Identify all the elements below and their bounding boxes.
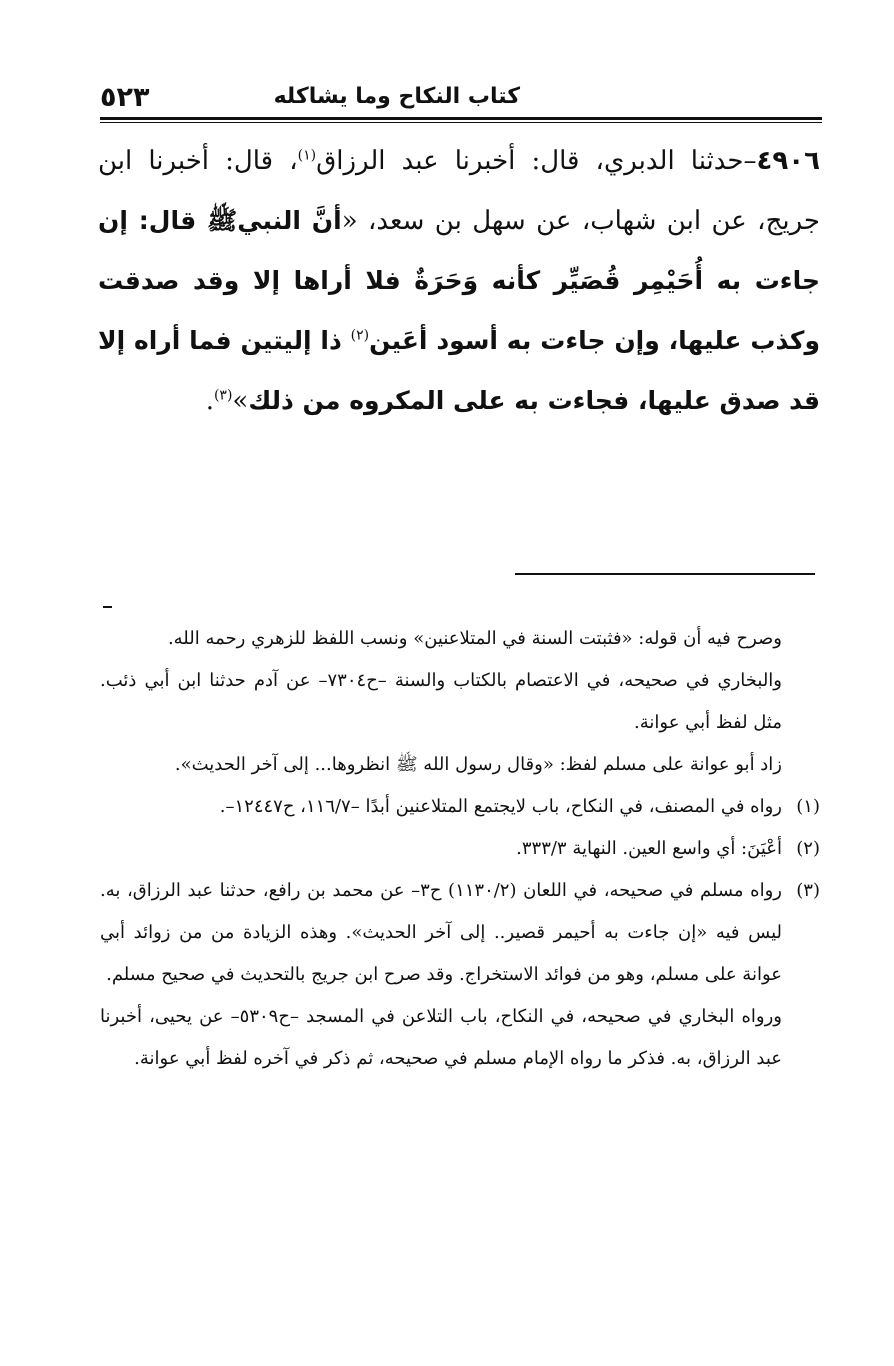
running-title: كتاب النكاح وما يشاكله	[273, 84, 520, 109]
header-rule-thin	[100, 122, 822, 123]
footnote-text: رواه في المصنف، في النكاح، باب لايجتمع المتلاعنين أبدًا –١١٦/٧، ح١٢٤٤٧–.	[219, 796, 782, 817]
isnad-text: –حدثنا الدبري، قال: أخبرنا عبد الرزاق	[316, 146, 757, 176]
header-rule-thick	[100, 117, 822, 120]
footnote-number: (١)	[796, 796, 820, 817]
footnote-number: (٢)	[796, 838, 820, 859]
sentence-end: .	[205, 386, 214, 416]
footnote-continuation-line: زاد أبو عوانة على مسلم لفظ: «وقال رسول الله ﷺ انظروها... إلى آخر الحديث».	[174, 754, 782, 775]
footnote-number: (٣)	[796, 880, 820, 901]
footnote-text: رواه مسلم في صحيحه، في اللعان (١١٣٠/٢) ح٣– عن محمد بن رافع، حدثنا عبد الرزاق، به. ليس فيه «إن جاءت به أحيمر قصير.. إلى آخر الحديث». وهذه الزيادة من من زوائد أبي عوانة على مسلم، وهو من فوائد الاستخراج. وقد صرح ابن جريج بالتحديث في صحيح مسلم.	[100, 880, 782, 985]
hadith-text	[98, 132, 820, 431]
footnote-text: أعْيَنَ: أي واسع العين. النهاية ٣٣٣/٣.	[516, 838, 782, 859]
footnote-continuation-line: وصرح فيه أن قوله: «فثبتت السنة في المتلاعنين» ونسب اللفظ للزهري رحمه الله.	[167, 628, 782, 649]
footnote-2	[100, 828, 820, 870]
footnote-ref-1[interactable]: (١)	[297, 147, 317, 164]
footnote-separator	[515, 573, 815, 575]
footnote-ref-3[interactable]: (٣)	[213, 387, 233, 404]
footnotes	[100, 618, 820, 1080]
matn-text-continued: ذا إليتين فما أراه إلا قد صدق عليها، فجاءت به على المكروه من ذلك	[98, 326, 820, 415]
closing-quote: »	[232, 386, 249, 416]
page-number: ٥٢٣	[100, 82, 150, 113]
footnote-3	[100, 870, 820, 996]
isnad-text-continued: ، قال: أخبرنا ابن جريج، عن ابن شهاب، عن سهل بن سعد، «	[98, 146, 821, 236]
footnote-3-continuation: ورواه البخاري في صحيحه، في النكاح، باب التلاعن في المسجد –ح٥٣٠٩– عن يحيى، أخبرنا عبد الرزاق، به. فذكر ما رواه الإمام مسلم في صحيحه، ثم ذكر في آخره لفظ أبي عوانة.	[100, 1006, 782, 1069]
footnote-ref-2[interactable]: (٢)	[350, 327, 370, 344]
page-header	[100, 82, 820, 116]
footnote-continuation-mark	[103, 606, 112, 608]
hadith-number: ٤٩٠٦	[756, 146, 820, 176]
matn-text: أنَّ النبيﷺ قال: إن جاءت به أُحَيْمِر قُصَيِّر كأنه وَحَرَةٌ فلا أراها إلا وقد صدقت وكذب عليها، وإن جاءت به أسود أعَين	[98, 206, 820, 355]
footnote-1	[100, 786, 820, 828]
footnote-continuation-line: والبخاري في صحيحه، في الاعتصام بالكتاب والسنة –ح٧٣٠٤– عن آدم حدثنا ابن أبي ذئب. مثل لفظ أبي عوانة.	[100, 670, 782, 733]
